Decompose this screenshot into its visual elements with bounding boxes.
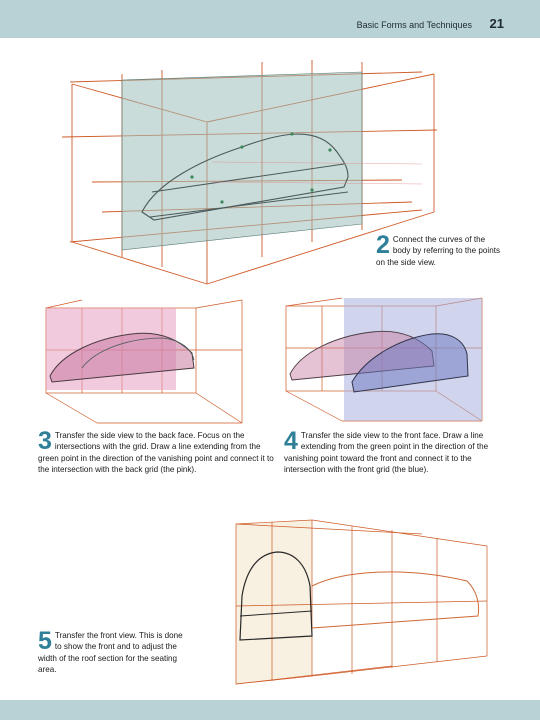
step-5-description: Transfer the front view. This is done to show the front and to adjust the width of the roof section for the seating area. [38,631,183,675]
section-title: Basic Forms and Techniques [356,20,472,30]
step-2-text [376,231,504,268]
step-2-number: 2 [376,231,390,259]
figure-step5-front-view [232,516,492,691]
page-footer-band [0,700,540,720]
figure-step4-front-face [282,296,492,428]
step-4-text [284,427,496,476]
page-header-band [0,0,540,38]
step-3-text [38,427,280,476]
step-4-description: Transfer the side view to the front face. Draw a line extending from the green point in the direction of the vanishing point toward the front and connect it to the intersection with the front grid (the blue). [284,431,489,475]
step-4-number: 4 [284,427,298,455]
page-number: 21 [489,16,504,31]
figure-step3-back-face [42,298,252,430]
step-5-text [38,627,188,676]
step-3-description: Transfer the side view to the back face. Focus on the intersections with the grid. Draw a line extending from the green point in the direction of the vanishing point and connect it to the intersection with the back grid (the pink). [38,431,274,475]
step-3-number: 3 [38,427,52,455]
side-view-panel [122,72,362,250]
step-2-description: Connect the curves of the body by referring to the points on the side view. [376,235,500,267]
step-5-number: 5 [38,627,52,655]
